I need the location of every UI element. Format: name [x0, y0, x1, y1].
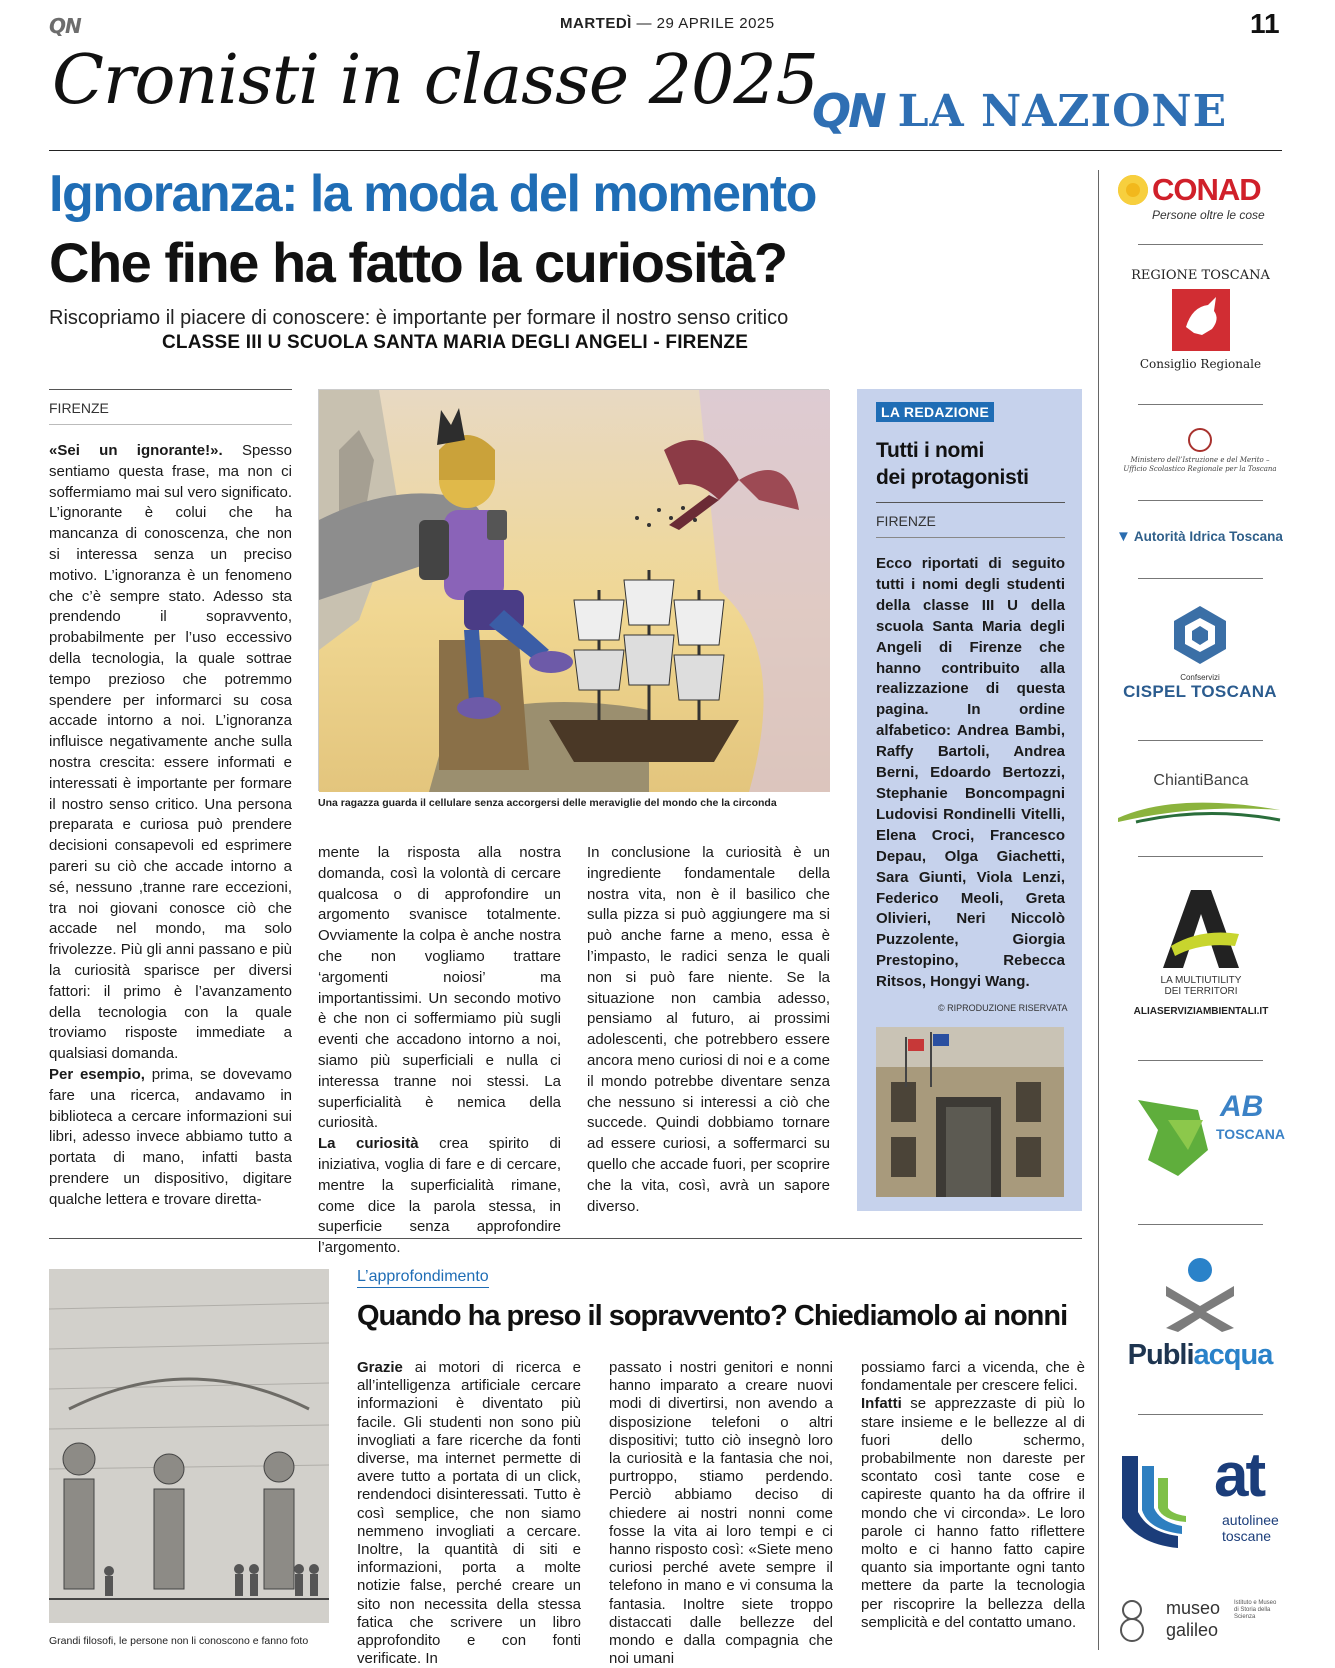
second-col3-lead: Infatti — [861, 1395, 902, 1413]
col1-lead-2: Per esempio, — [49, 1065, 145, 1083]
sponsor-separator — [1138, 740, 1263, 741]
regione-name: REGIONE TOSCANA — [1131, 268, 1270, 283]
school-building-image — [876, 1027, 1064, 1197]
philosophers-drawing-image — [49, 1269, 329, 1623]
conad-tagline: Persone oltre le cose — [1152, 208, 1265, 222]
regione-council: Consiglio Regionale — [1139, 357, 1262, 371]
conad-name: CONAD — [1152, 172, 1261, 207]
credits-lead: Ecco — [876, 555, 912, 572]
museo-line-2: galileo — [1166, 1620, 1219, 1640]
sponsor-separator — [1138, 1060, 1263, 1061]
museo-small: Istituto e Museo di Storia della Scienza — [1234, 1600, 1277, 1620]
second-article-image-caption: Grandi filosofi, le persone non li conoscono e fanno foto — [49, 1635, 309, 1647]
col1-top-rule — [49, 389, 292, 390]
issue-day: MARTEDÌ — [560, 15, 632, 32]
sponsor-publiacqua[interactable] — [1118, 1256, 1282, 1372]
section-title: Cronisti in classe 2025 — [52, 41, 818, 120]
sponsor-separator — [1138, 500, 1263, 501]
article-column-3 — [587, 843, 830, 1215]
cispel-hexagon-icon — [1172, 604, 1228, 666]
sponsor-ab-toscana[interactable] — [1128, 1090, 1285, 1180]
masthead-name: LA NAZIONE — [897, 85, 1228, 137]
header-rule — [49, 150, 1282, 151]
sponsor-rail-divider — [1098, 170, 1099, 1650]
col1-dateline-rule — [49, 424, 292, 425]
sponsor-chiantibanca[interactable] — [1116, 772, 1286, 829]
sponsor-cispel[interactable] — [1118, 604, 1282, 702]
ministero-emblem-icon — [1188, 428, 1212, 452]
second-col1-text: ai motori di ricerca e all’intelligenza artificiale cercare informazioni è diventato più facile. Gli studenti non sono più invogliati a fare ricerche da fonti diverse, ma internet permette di avere tutto a portata di un click, rendendoci disinteressati. Tutto è così semplice, che non siamo nemmeno invogliati a cercare. Inoltre, la quantità di siti e informazioni, porta a molte notizie false, perché creare un sito non necessita della stessa fatica che scrivere un libro approfondito e con fonti verificate. In — [357, 1359, 581, 1668]
alia-a-icon — [1161, 888, 1241, 970]
second-col3-text: possiamo farci a vicenda, che è fondamentale per crescere felici. — [861, 1359, 1085, 1395]
second-article-column-2 — [609, 1359, 833, 1668]
issue-date — [560, 15, 775, 32]
sponsor-autorita-idrica[interactable] — [1116, 528, 1286, 545]
article-standfirst: Riscopriamo il piacere di conoscere: è importante per formare il nostro senso critico — [49, 307, 789, 329]
alia-line-2: DEI TERRITORI — [1164, 986, 1238, 997]
second-col3-text-2: se apprezzaste di più lo stare insieme e le bellezze al di fuori dello schermo, probabilmente non dareste per scontato così tante cose e capireste quanto ha da offrire il mondo che vi circonda». Le loro parole ci hanno fatto riflettere molto e ci hanno fatto capire quanto sia importante ogni tanto mettere da parte la tecnologia per riscoprire la bellezza della semplicità e del contatto umano. — [861, 1395, 1085, 1631]
sponsor-regione-toscana[interactable] — [1128, 268, 1273, 371]
museo-galileo-mark-icon — [1118, 1598, 1146, 1644]
col2-lead: La curiosità — [318, 1135, 419, 1153]
credits-title-line-1: Tutti i nomi — [876, 439, 984, 462]
article-dateline: FIRENZE — [49, 400, 109, 416]
second-col1-lead: Grazie — [357, 1359, 403, 1376]
sponsor-ministero[interactable] — [1118, 428, 1282, 474]
alia-url: ALIASERVIZIAMBIENTALI.IT — [1133, 1006, 1269, 1017]
second-article-kicker: L’approfondimento — [357, 1268, 489, 1288]
second-article-image — [49, 1269, 329, 1623]
article-byline: CLASSE III U SCUOLA SANTA MARIA DEGLI ANGELI - FIRENZE — [162, 332, 749, 353]
credits-title-rule — [876, 502, 1065, 503]
second-article-headline: Quando ha preso il sopravvento? Chiediamolo ai nonni — [357, 1300, 1068, 1332]
regione-pegasus-icon — [1172, 289, 1230, 351]
credits-text — [876, 554, 1065, 993]
ab-logo-text: AB — [1220, 1090, 1264, 1123]
sponsor-conad[interactable] — [1118, 172, 1282, 222]
second-article-rule — [49, 1238, 1082, 1239]
copyright-notice: © RIPRODUZIONE RISERVATA — [938, 1003, 1068, 1013]
col2-text-2: crea spirito di iniziativa, voglia di fare e di cercare, mentre la superficialità rimane, come dice la parola stessa, in superficie senza approfondire l’argomento. — [318, 1135, 561, 1257]
cispel-name: CISPEL TOSCANA — [1123, 682, 1277, 701]
publiacqua-publi: Publi — [1127, 1339, 1194, 1371]
ministero-name: Ministero dell’Istruzione e del Merito – Ufficio Scolastico Regionale per la Toscana — [1123, 456, 1277, 473]
publiacqua-acqua: acqua — [1193, 1339, 1273, 1371]
autorita-name: Autorità Idrica Toscana — [1133, 529, 1283, 544]
masthead-qn-logo: QN — [812, 84, 884, 138]
school-photo — [876, 1027, 1064, 1197]
ab-toscana-text: TOSCANA — [1216, 1126, 1285, 1142]
credits-title — [876, 437, 1029, 491]
credits-dateline-rule — [876, 537, 1065, 538]
second-article-column-1 — [357, 1359, 581, 1668]
qn-logo[interactable]: QN — [49, 14, 81, 38]
sponsor-autolinee-toscane[interactable] — [1118, 1441, 1282, 1552]
credits-title-line-2: dei protagonisti — [876, 466, 1029, 489]
page-number: 11 — [1250, 8, 1280, 39]
water-drop-icon: ▼ — [1116, 528, 1131, 545]
cispel-small: Confservizi — [1180, 673, 1220, 682]
article-headline: Che fine ha fatto la curiosità? — [49, 231, 787, 294]
article-column-2 — [318, 843, 561, 1257]
at-stripes-icon — [1118, 1452, 1188, 1552]
credits-dateline: FIRENZE — [876, 513, 936, 529]
second-article-column-3 — [861, 1359, 1085, 1649]
drawing-girl-phone-image — [319, 390, 830, 792]
chiantibanca-name: ChiantiBanca — [1153, 772, 1249, 789]
conad-flower-icon — [1118, 175, 1148, 205]
col1-text: Spesso sentiamo questa frase, ma non ci soffermiamo mai sul vero significato. L’ignorante è colui che ha mancanza di conoscenza, che non si interessa senza un preciso motivo. L’ignoranza è un fenomeno che c’è sempre stato. Adesso sta prendendo il sopravvento, probabilmente per l’uso eccessivo della tecnologia, la quale sottrae tempo prezioso che potremmo spendere per informarci su cosa accade intorno a noi. L’ignoranza influisce negativamente anche sulla nostra crescita: essere informati e interessati è importante per formare il nostro senso critico. Una persona preparata e curiosa può prendere decisioni consapevoli ed esprimere pareri su ciò che accade intorno a sé, nessuno ,tranne rare eccezioni, tra noi giovani conosce ciò che accade nel mondo, ma solo frivolezze. Più gli anni passano e più la curiosità sparisce per diversi fattori: il primo è l’avanzamento della tecnologia con la quale troviamo risposte immediate a qualsiasi domanda. — [49, 442, 293, 1063]
col1-text-2: prima, se dovevamo fare una ricerca, andavamo in biblioteca a cercare informazioni sui libri, adesso invece abbiamo tutto a portata di mano, infatti basta prendere un dispositivo, digitare qualche lettera e trovare diretta- — [49, 1065, 292, 1208]
at-logo-text: at — [1214, 1441, 1264, 1510]
alia-line-1: LA MULTIUTILITY — [1160, 975, 1242, 986]
sponsor-separator — [1138, 1224, 1263, 1225]
article-kicker: Ignoranza: la moda del momento — [49, 165, 816, 223]
chiantibanca-hills-icon — [1116, 790, 1282, 824]
sponsor-separator — [1138, 856, 1263, 857]
masthead[interactable] — [812, 84, 1227, 138]
sponsor-alia[interactable] — [1116, 888, 1286, 1017]
sponsor-separator — [1138, 578, 1263, 579]
issue-date-value: 29 APRILE 2025 — [656, 15, 775, 32]
sponsor-separator — [1138, 404, 1263, 405]
date-dash: — — [636, 15, 657, 32]
col1-lead: «Sei un ignorante!». — [49, 442, 223, 459]
col3-text: In conclusione la curiosità è un ingrediente fondamentale della nostra vita, non è il basilico che sulla pizza si può aggiungere ma si può anche farne a meno, essa è l’impasto, le radici senza le quali non si può fare niente. Se la situazione non cambia adesso, pensiamo al futuro, ai prossimi adolescenti, che potrebbero essere ancora meno curiosi di noi e a come il mondo potrebbe diventare senza che nessuno si interessi a ciò che succede. Quindi dobbiamo tornare ad essere curiosi, a soffermarci su quello che accade fuori, per scoprire che la vita, così, avrà un sapore diverso. — [587, 844, 830, 1215]
publiacqua-figure-icon — [1162, 1256, 1238, 1332]
sponsor-separator — [1138, 1414, 1263, 1415]
main-illustration-caption: Una ragazza guarda il cellulare senza accorgersi delle meraviglie del mondo che la circonda — [318, 797, 777, 809]
col2-text: mente la risposta alla nostra domanda, così la volontà di cercare qualcosa o di approfondire un argomento svanisce totalmente. Ovviamente la colpa è anche nostra che non vogliamo trattare ‘argomenti noiosi’ ma importantissimi. Un secondo motivo è che non ci soffermiamo più sugli eventi che accadono intorno a noi, siamo più superficiali e nulla ci interessa tranne noi stessi. La superficialità è nemica della curiosità. — [318, 844, 561, 1132]
at-line-2: toscane — [1222, 1528, 1272, 1544]
sponsor-museo-galileo[interactable] — [1118, 1598, 1282, 1648]
sponsor-separator — [1138, 244, 1263, 245]
at-line-1: autolinee — [1222, 1512, 1279, 1528]
credits-body: riportati di seguito tutti i nomi degli studenti della classe III U della scuola Santa Maria degli Angeli di Firenze che hanno contribuito alla realizzazione di questa pagina. In ordine alfabetico: Andrea Bambi, Raffy Bartoli, Andrea Berni, Edoardo Bertozzi, Stephanie Boncompagni Ludovisi Rondinelli Vitelli, Elena Croci, Francesco Depau, Olga Giachetti, Sara Giunti, Viola Lenzi, Federico Meoli, Greta Olivieri, Neri Niccolò Puzzolente, Giorgia Prestopino, Rebecca Ritsos, Hongyi Wang. — [876, 555, 1065, 991]
main-illustration — [318, 389, 829, 791]
article-column-1 — [49, 441, 293, 1208]
museo-line-1: museo — [1166, 1598, 1221, 1618]
credits-label: LA REDAZIONE — [876, 402, 994, 422]
second-col2-text: passato i nostri genitori e nonni hanno imparato a creare nuovi modi di divertirsi, non avendo a disposizione telefoni o altri dispositivi; tutto ciò insegnò loro la curiosità e la fantasia che noi, purtroppo, stiamo perdendo. Perciò abbiamo deciso di chiedere ai nostri nonni come fosse la vita ai loro tempi e ci hanno risposto così: «Siete meno curiosi perché avete sempre il telefono in mano e vi consuma la fantasia. Inoltre siete troppo distaccati dalle bellezze del mondo e dalla compagnia che noi umani — [609, 1359, 833, 1668]
